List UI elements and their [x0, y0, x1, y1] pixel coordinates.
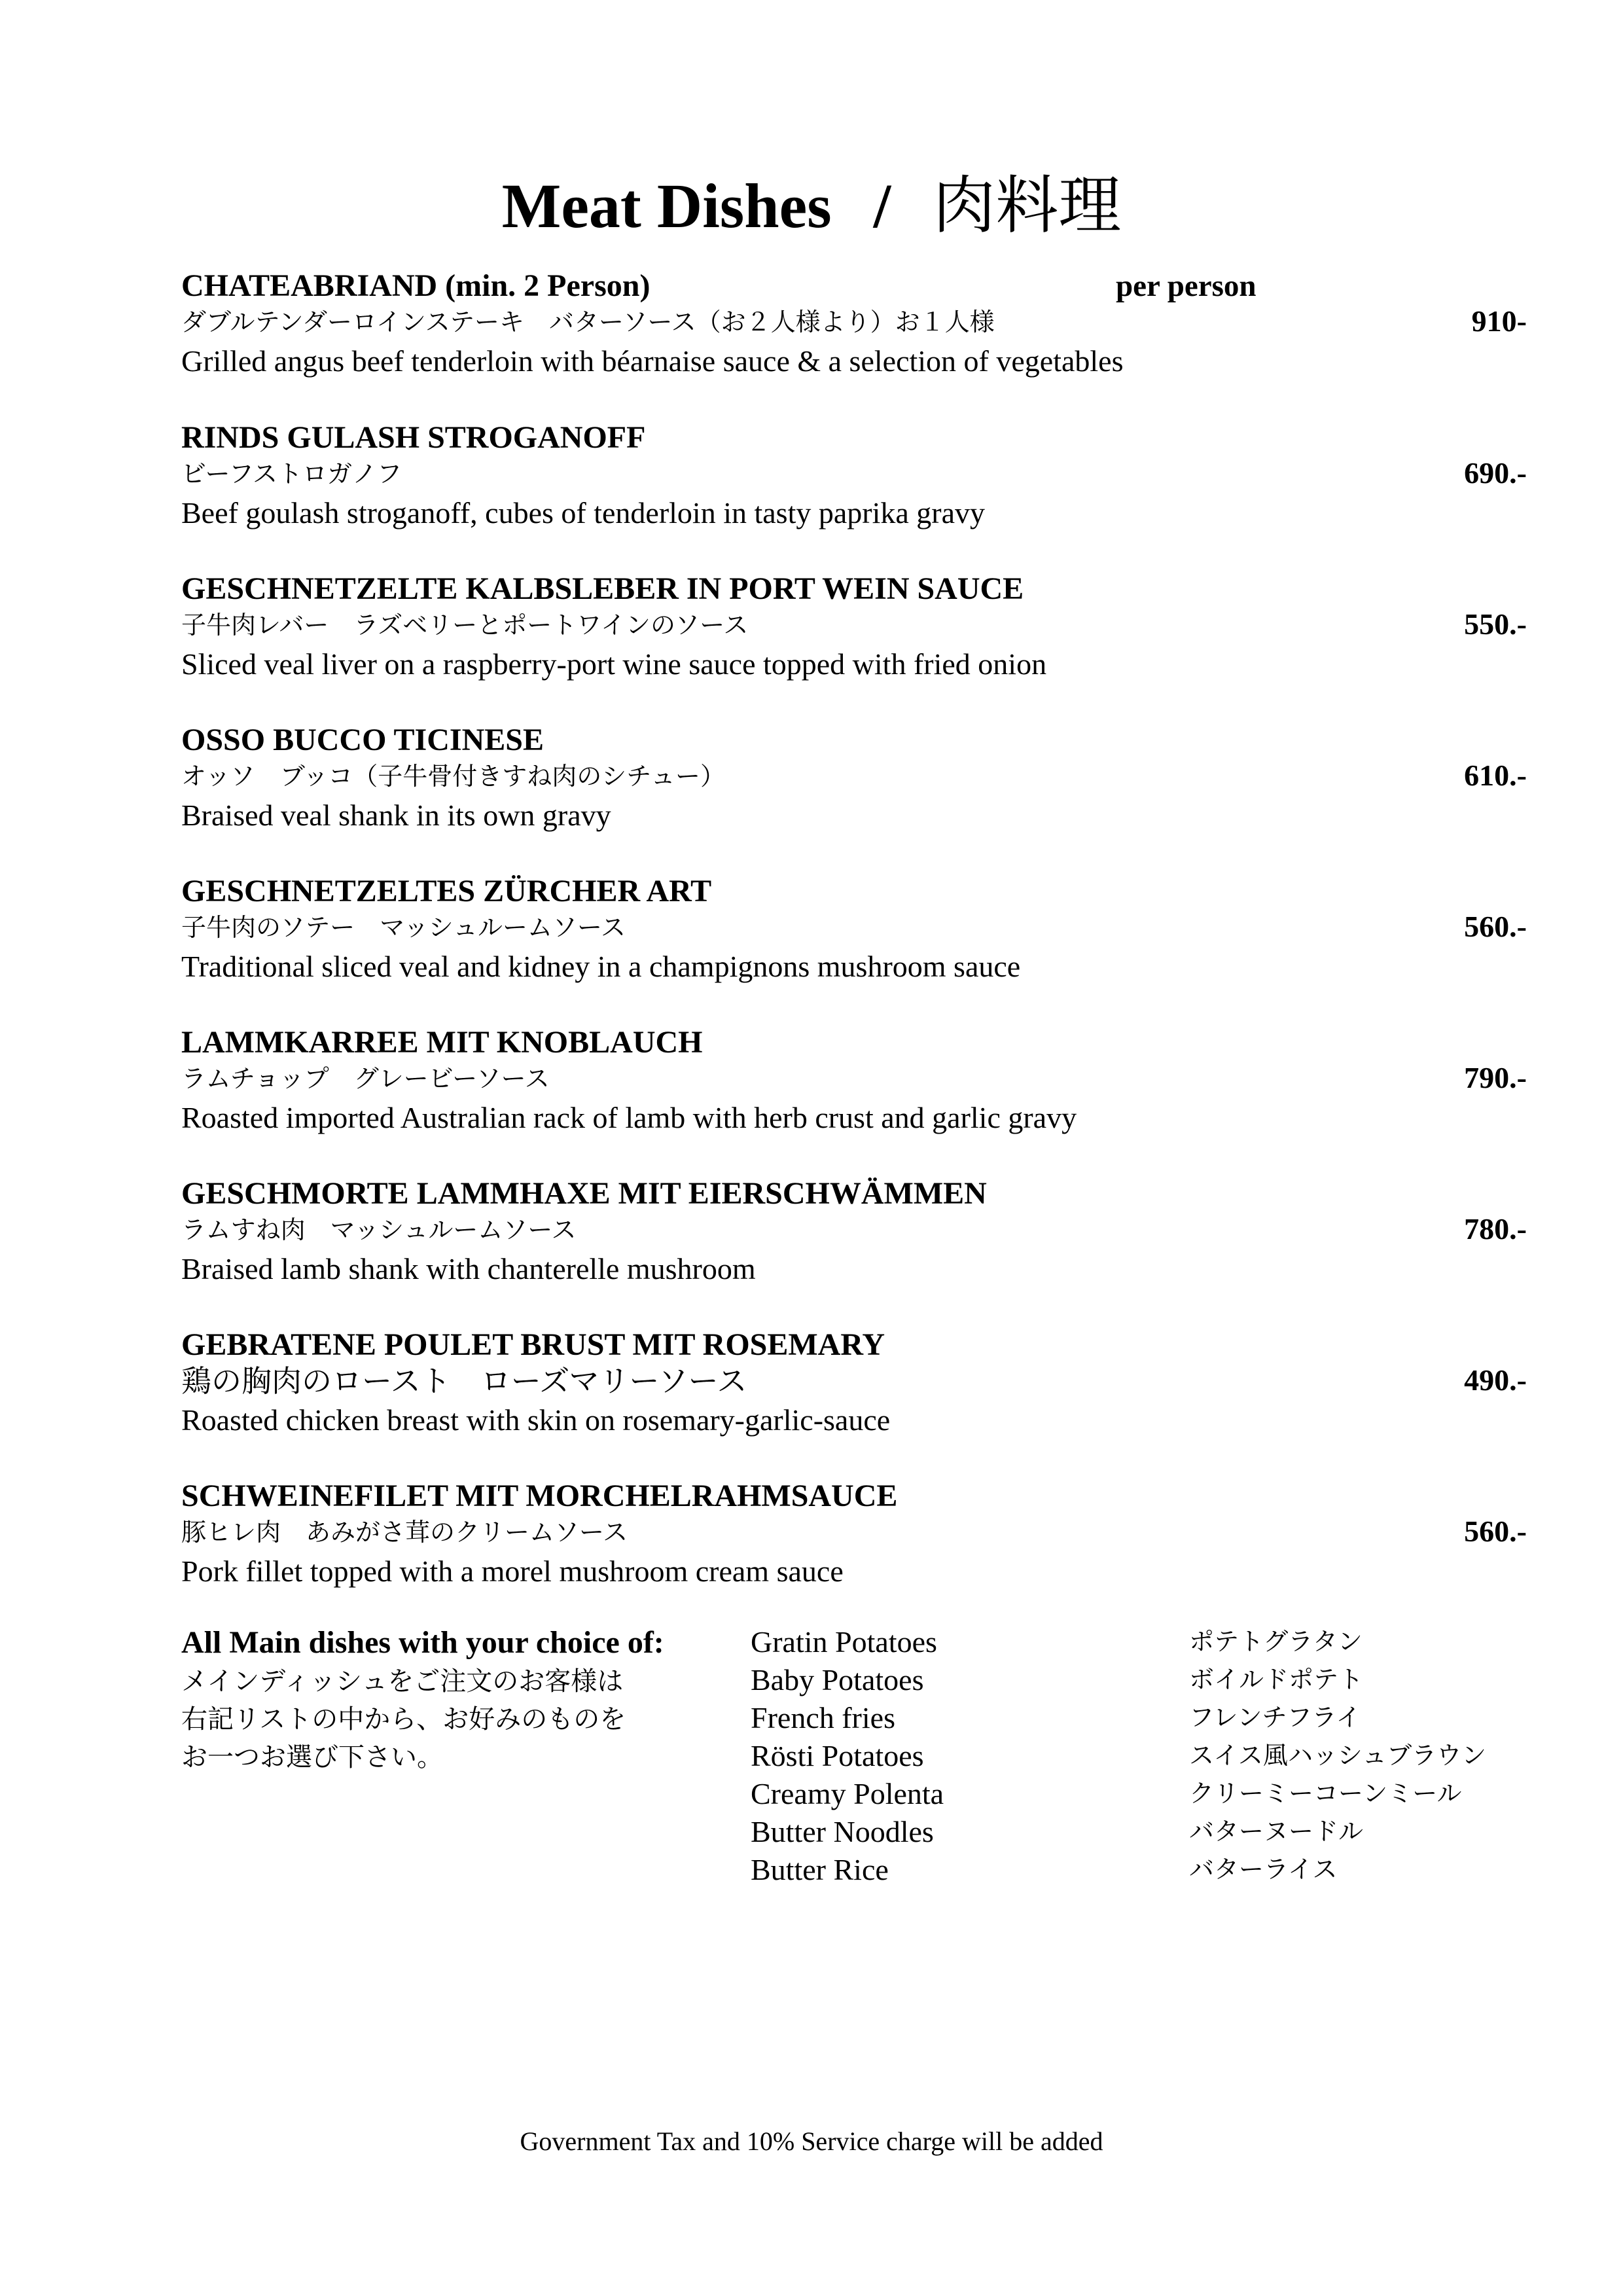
item-price: 610.- [1464, 759, 1527, 792]
item-jp-name: ラムチョップ グレービーソース [181, 1066, 550, 1093]
item-price: 550.- [1464, 607, 1527, 641]
page-title [0, 156, 1623, 245]
side-option-jp: フレンチフライ [1189, 1704, 1361, 1732]
item-name: LAMMKARREE MIT KNOBLAUCH [181, 1025, 703, 1060]
item-name: GEBRATENE POULET BRUST MIT ROSEMARY [181, 1327, 885, 1362]
item-jp-name: ビーフストロガノフ [181, 461, 402, 488]
side-dishes-intro [181, 1623, 718, 1776]
menu-item [181, 1024, 1543, 1138]
menu-item [181, 1477, 1543, 1591]
item-price: 790.- [1464, 1061, 1527, 1094]
item-description: Beef goulash stroganoff, cubes of tenderloin in tasty paprika gravy [181, 496, 986, 529]
item-description: Braised veal shank in its own gravy [181, 798, 611, 832]
item-name: OSSO BUCCO TICINESE [181, 723, 544, 757]
item-price: 690.- [1464, 456, 1527, 490]
side-options-en [751, 1623, 944, 1889]
item-description: Grilled angus beef tenderloin with béarnaise sauce & a selection of vegetables [181, 344, 1124, 378]
item-name: GESCHMORTE LAMMHAXE MIT EIERSCHWÄMMEN [181, 1176, 987, 1211]
side-option-jp: スイス風ハッシュブラウン [1189, 1742, 1487, 1770]
side-option-jp: ポテトグラタン [1189, 1628, 1363, 1656]
item-description: Roasted chicken breast with skin on rosemary-garlic-sauce [181, 1403, 891, 1437]
side-option: French fries [751, 1701, 895, 1734]
item-price: 560.- [1464, 910, 1527, 943]
side-option: Butter Rice [751, 1853, 889, 1886]
side-option: Butter Noodles [751, 1815, 934, 1848]
item-jp-name: ラムすね肉 マッシュルームソース [181, 1217, 577, 1244]
item-jp-name: 鶏の胸肉のロースト ローズマリーソース [181, 1365, 747, 1398]
item-jp-name: 子牛肉レバー ラズベリーとポートワインのソース [181, 612, 749, 639]
item-description: Roasted imported Australian rack of lamb with herb crust and garlic gravy [181, 1101, 1077, 1134]
side-option: Creamy Polenta [751, 1777, 944, 1810]
item-jp-name: 豚ヒレ肉 あみがさ茸のクリームソース [181, 1519, 628, 1547]
menu-item [181, 1326, 1543, 1440]
side-option: Rösti Potatoes [751, 1739, 924, 1772]
side-option-jp: クリーミーコーンミール [1189, 1780, 1462, 1808]
item-name: GESCHNETZELTES ZÜRCHER ART [181, 874, 712, 908]
menu-item [181, 721, 1543, 835]
item-jp-name: オッソ ブッコ（子牛骨付きすね肉のシチュー） [181, 763, 726, 791]
side-dishes-jp-line: 右記リストの中から、お好みのものを [181, 1704, 626, 1734]
item-price: 910- [1471, 304, 1527, 338]
menu-item [181, 267, 1543, 381]
title-separator: / [873, 171, 891, 241]
item-price: 490.- [1464, 1363, 1527, 1397]
menu-item [181, 419, 1543, 533]
per-person-label: per person [1116, 269, 1257, 303]
item-name: CHATEABRIAND (min. 2 Person) [181, 268, 651, 303]
side-dishes-section [181, 1623, 1543, 1898]
item-description: Traditional sliced veal and kidney in a champignons mushroom sauce [181, 950, 1021, 983]
side-option: Gratin Potatoes [751, 1625, 937, 1659]
item-name: RINDS GULASH STROGANOFF [181, 420, 646, 455]
side-option-jp: バターライス [1189, 1856, 1338, 1884]
item-jp-name: 子牛肉のソテー マッシュルームソース [181, 914, 626, 942]
title-jp: 肉料理 [933, 171, 1122, 241]
item-description: Pork fillet topped with a morel mushroom cream sauce [181, 1554, 844, 1588]
item-name: GESCHNETZELTE KALBSLEBER IN PORT WEIN SAUCE [181, 571, 1024, 606]
side-dishes-jp-line: メインディッシュをご注文のお客様は [181, 1666, 624, 1696]
item-price: 560.- [1464, 1515, 1527, 1548]
item-name: SCHWEINEFILET MIT MORCHELRAHMSAUCE [181, 1479, 898, 1513]
side-option-jp: ボイルドポテト [1189, 1666, 1364, 1694]
item-jp-name: ダブルテンダーロインステーキ バターソース（お２人様より）お１人様 [181, 309, 995, 336]
item-description: Braised lamb shank with chanterelle mushroom [181, 1252, 756, 1285]
tax-service-note: Government Tax and 10% Service charge will be added [520, 2126, 1103, 2156]
item-price: 780.- [1464, 1212, 1527, 1246]
menu-item [181, 570, 1543, 684]
side-option-jp: バターヌードル [1189, 1818, 1364, 1846]
side-option: Baby Potatoes [751, 1663, 924, 1696]
menu-item [181, 872, 1543, 986]
side-dishes-jp-line: お一つお選び下さい。 [181, 1742, 443, 1772]
item-description: Sliced veal liver on a raspberry-port wine sauce topped with fried onion [181, 647, 1047, 681]
menu-item [181, 1175, 1543, 1289]
title-en: Meat Dishes [501, 171, 832, 241]
side-options-jp [1189, 1623, 1486, 1889]
side-dishes-heading: All Main dishes with your choice of: [181, 1625, 664, 1660]
